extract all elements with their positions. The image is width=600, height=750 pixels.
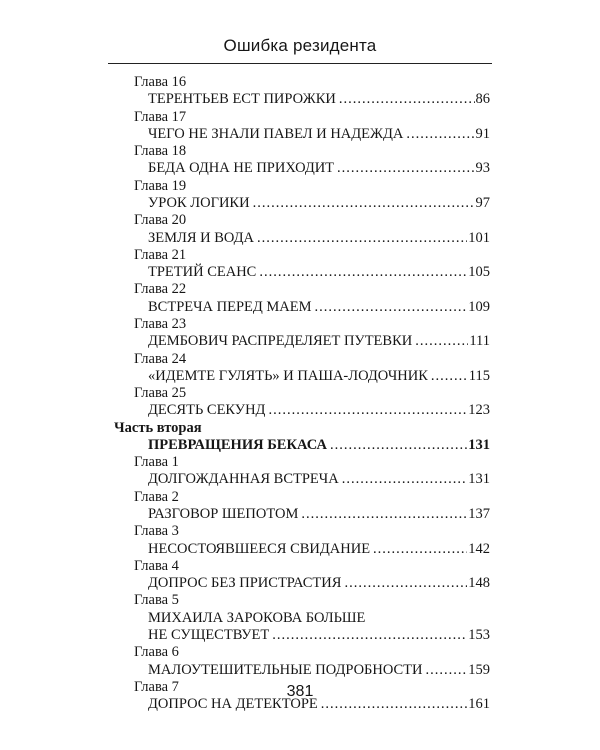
entry-title: ЗЕМЛЯ И ВОДА <box>148 229 255 246</box>
dot-leader <box>342 472 468 487</box>
chapter-heading: Глава 19 <box>134 177 187 194</box>
header-rule <box>108 63 492 64</box>
entry-page-number: 105 <box>468 264 490 281</box>
toc-entry <box>148 628 490 643</box>
chapter-heading: Глава 7 <box>134 678 179 695</box>
chapter-heading: Глава 4 <box>134 557 179 574</box>
chapter-heading: Глава 22 <box>134 281 187 298</box>
entry-page-number: 101 <box>468 229 490 246</box>
entry-title: ТРЕТИЙ СЕАНС <box>148 264 257 281</box>
entry-title: ДОПРОС БЕЗ ПРИСТРАСТИЯ <box>148 575 342 592</box>
toc-entry <box>148 472 490 487</box>
entry-title: ДОПРОС НА ДЕТЕКТОРЕ <box>148 696 318 713</box>
entry-page-number: 148 <box>468 575 490 592</box>
entry-title: ВСТРЕЧА ПЕРЕД МАЕМ <box>148 298 312 315</box>
dot-leader <box>406 127 474 142</box>
toc-entry <box>148 127 490 142</box>
chapter-heading: Глава 16 <box>134 74 187 90</box>
dot-leader <box>259 265 467 280</box>
toc-entry <box>148 542 490 557</box>
chapter-heading: Глава 24 <box>134 350 187 367</box>
chapter-heading: Глава 17 <box>134 108 187 125</box>
dot-leader <box>339 92 475 107</box>
entry-page-number: 131 <box>468 436 490 453</box>
part-heading: Часть вторая <box>114 419 202 436</box>
entry-page-number: 159 <box>468 661 490 678</box>
entry-title: БЕДА ОДНА НЕ ПРИХОДИТ <box>148 160 335 177</box>
dot-leader <box>272 628 467 643</box>
toc-entry <box>148 369 490 384</box>
entry-page-number: 86 <box>475 91 490 108</box>
entry-page-number: 131 <box>468 471 490 488</box>
dot-leader <box>373 542 467 557</box>
toc-entry <box>148 663 490 678</box>
dot-leader <box>315 300 468 315</box>
dot-leader <box>426 663 468 678</box>
dot-leader <box>257 231 467 246</box>
entry-page-number: 137 <box>468 506 490 522</box>
entry-title: ДЕМБОВИЧ РАСПРЕДЕЛЯЕТ ПУТЕВКИ <box>148 333 413 350</box>
entry-title: УРОК ЛОГИКИ <box>148 195 250 211</box>
running-header: Ошибка резидента <box>223 36 377 55</box>
entry-title: «ИДЕМТЕ ГУЛЯТЬ» И ПАША-ЛОДОЧНИК <box>148 367 428 384</box>
dot-leader <box>337 161 474 176</box>
toc-entry <box>148 507 490 522</box>
entry-page-number: 109 <box>468 298 490 315</box>
entry-title: МАЛОУТЕШИТЕЛЬНЫЕ ПОДРОБНОСТИ <box>148 661 423 678</box>
entry-page-number: 153 <box>468 627 490 643</box>
entry-title: МИХАИЛА ЗАРОКОВА БОЛЬШЕ <box>148 609 366 626</box>
entry-page-number: 115 <box>468 367 490 384</box>
toc-entry <box>148 161 490 176</box>
toc-entry <box>148 334 490 349</box>
entry-title: НЕСОСТОЯВШЕЕСЯ СВИДАНИЕ <box>148 540 371 557</box>
toc-entry <box>148 300 490 315</box>
toc-entry <box>148 403 490 418</box>
entry-title: ДЕСЯТЬ СЕКУНД <box>148 402 266 419</box>
entry-page-number: 93 <box>475 160 490 177</box>
chapter-heading: Глава 21 <box>134 246 187 263</box>
chapter-heading: Глава 3 <box>134 523 179 540</box>
dot-leader <box>301 507 467 522</box>
dot-leader <box>253 196 475 211</box>
entry-title: ЧЕГО НЕ ЗНАЛИ ПАВЕЛ И НАДЕЖДА <box>148 125 404 142</box>
dot-leader <box>415 334 468 349</box>
chapter-heading: Глава 20 <box>134 212 187 229</box>
entry-title: ПРЕВРАЩЕНИЯ БЕКАСА <box>148 436 327 453</box>
chapter-heading: Глава 18 <box>134 143 187 160</box>
chapter-heading: Глава 6 <box>134 644 179 661</box>
toc-entry <box>148 438 490 453</box>
entry-page-number: 161 <box>468 696 490 713</box>
entry-title: РАЗГОВОР ШЕПОТОМ <box>148 506 299 522</box>
entry-title: НЕ СУЩЕСТВУЕТ <box>148 627 270 643</box>
toc-entry <box>148 611 490 626</box>
toc-entry <box>148 196 490 211</box>
entry-page-number: 91 <box>475 125 490 142</box>
entry-page-number: 97 <box>475 195 490 211</box>
chapter-heading: Глава 1 <box>134 454 179 471</box>
chapter-heading: Глава 5 <box>134 592 179 609</box>
toc-entry <box>148 576 490 591</box>
toc-entry <box>148 231 490 246</box>
page-number: 381 <box>286 683 314 700</box>
entry-page-number: 142 <box>468 540 490 557</box>
toc-entry <box>148 92 490 107</box>
chapter-heading: Глава 25 <box>134 385 187 401</box>
dot-leader <box>268 403 467 418</box>
toc-entry <box>148 265 490 280</box>
dot-leader <box>330 438 467 453</box>
dot-leader <box>344 576 467 591</box>
chapter-heading: Глава 2 <box>134 488 179 505</box>
chapter-heading: Глава 23 <box>134 315 187 332</box>
entry-title: ТЕРЕНТЬЕВ ЕСТ ПИРОЖКИ <box>148 91 336 108</box>
dot-leader <box>431 369 468 384</box>
entry-title: ДОЛГОЖДАННАЯ ВСТРЕЧА <box>148 471 339 488</box>
entry-page-number: 111 <box>469 333 490 350</box>
entry-page-number: 123 <box>468 402 490 419</box>
